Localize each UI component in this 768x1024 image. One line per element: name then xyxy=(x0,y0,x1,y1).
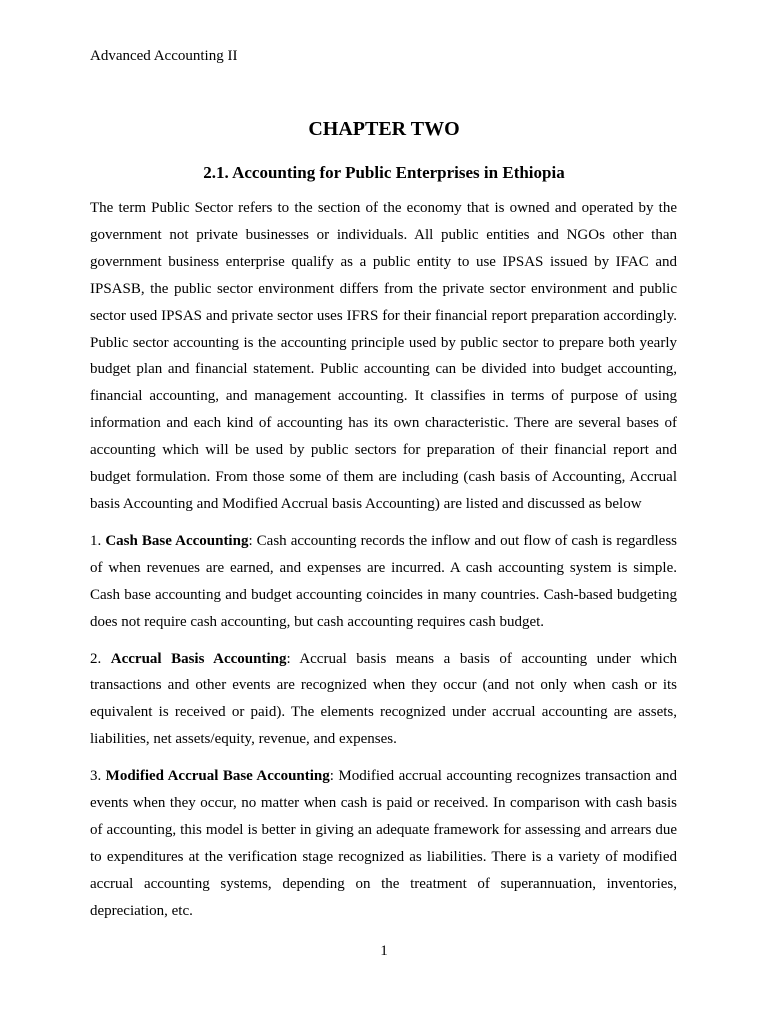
intro-paragraph: The term Public Sector refers to the section of the economy that is owned and operated by the government not private businesses or individuals. All public entities and NGOs other than government business enterprise qualify as a public entity to use IPSAS issued by IFAC and IPSASB, the public sector environment differs from the private sector environment and public sector used IPSAS and private sector uses IFRS for their financial report preparation accordingly. Public sector accounting is the accounting principle used by public sector to prepare both yearly budget plan and financial statement. Public accounting can be divided into budget accounting, financial accounting, and management accounting. It classifies in terms of purpose of using information and each kind of accounting has its own characteristic. There are several bases of accounting which will be used by public sectors for preparation of their financial report and budget formulation. From those some of them are including (cash basis of Accounting, Accrual basis Accounting and Modified Accrual basis Accounting) are listed and discussed as below xyxy=(90,200,677,512)
basis-description: : Cash accounting records the inflow and out flow of cash is regardless of when revenues are earned, and expenses are incurred. A cash accounting system is simple. Cash base accounting and budget accounting coincides in many countries. Cash-based budgeting does not require cash accounting, but cash accounting requires cash budget. xyxy=(90,532,678,630)
chapter-title: CHAPTER TWO xyxy=(308,118,460,140)
basis-description: : Accrual basis means a basis of accounting under which transactions and other events are recognized when they occur (and not only when cash or its equivalent is received or paid). The elements recognized under accrual accounting are assets, liabilities, net assets/equity, revenue, and expenses. xyxy=(90,650,677,748)
page-number: 1 xyxy=(380,943,388,959)
section-title: 2.1. Accounting for Public Enterprises in Ethiopia xyxy=(203,163,565,182)
basis-item-accrual xyxy=(90,646,677,754)
basis-item-cash xyxy=(90,528,677,636)
basis-item-modified-accrual xyxy=(90,763,677,924)
basis-number: 1. xyxy=(90,532,102,549)
basis-term: Modified Accrual Base Accounting xyxy=(105,768,330,785)
basis-term: Cash Base Accounting xyxy=(105,532,249,549)
basis-number: 3. xyxy=(90,768,102,785)
body-text xyxy=(90,195,677,935)
basis-number: 2. xyxy=(90,650,102,667)
basis-term: Accrual Basis Accounting xyxy=(110,650,287,667)
basis-description: : Modified accrual accounting recognizes transaction and events when they occur, no matter when cash is paid or received. In comparison with cash basis of accounting, this model is better in giving an adequate framework for assessing and arrears due to expenditures at the verification stage recognized as liabilities. There is a variety of modified accrual accounting systems, depending on the treatment of superannuation, inventories, depreciation, etc. xyxy=(90,768,677,919)
running-header: Advanced Accounting II xyxy=(90,48,238,64)
